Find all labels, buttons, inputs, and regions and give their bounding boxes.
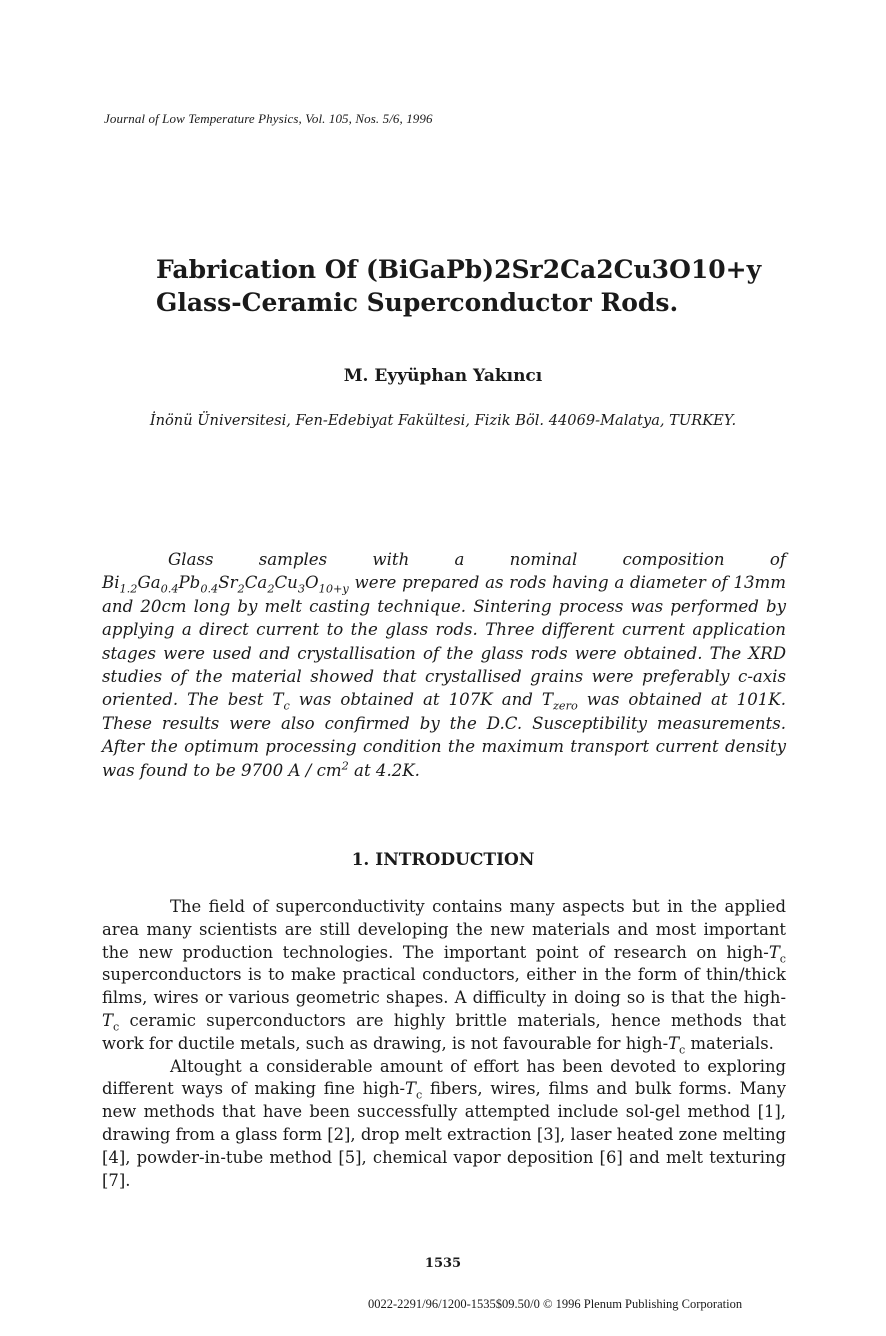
tc-subscript: c	[779, 951, 786, 965]
intro-p1-text-b: superconductors is to make practical conductors, either in the form of thin/thick films, wires or various geometric shapes. A difficulty in doing so is that the high-	[102, 965, 786, 1008]
intro-p1-text-d: materials.	[685, 1033, 774, 1053]
tc-symbol: T	[102, 1010, 113, 1030]
formula-o: O	[305, 573, 319, 593]
abstract-text-3: was obtained at 107K and	[289, 690, 542, 710]
formula-ca-sub: 2	[267, 582, 275, 596]
formula-sr: Sr	[218, 573, 238, 593]
author-name: M. Eyyüphan Yakıncı	[343, 366, 543, 386]
tc-symbol: T	[668, 1033, 680, 1053]
intro-p2-text-b: fibers, wires, films and bulk forms. Many new methods that have been successfully attempted include sol-gel method [1], drawing from a glass form [2], drop melt extraction [3], laser heated zone melting [4], powder-in-tube method [5], chemical vapor deposition [6] and melt texturing [7].	[102, 1079, 786, 1190]
tc-subscript: c	[112, 1020, 120, 1034]
formula-pb: Pb	[178, 573, 201, 593]
tzero-symbol: T	[541, 690, 553, 710]
unit-superscript: 2	[341, 759, 349, 773]
intro-p2-text-a: Altought a considerable amount of effort has been devoted to exploring different ways of making fine high-	[102, 1056, 786, 1099]
intro-paragraph-1	[102, 896, 786, 1056]
tc-subscript: c	[283, 699, 290, 713]
formula-ca: Ca	[244, 573, 268, 593]
abstract-text-2: were prepared as rods having a diameter of 13mm and 20cm long by melt casting technique. Sintering process was performed by applying a direct current to the glass rods. Three different current application stages were used and crystallisation of the glass rods were obtained. The XRD studies of the material showed that crystallised grains were preferably c-axis oriented. The best	[102, 573, 786, 710]
tzero-subscript: zero	[553, 699, 578, 713]
intro-p1-text-a: The field of superconductivity contains many aspects but in the applied area many scientists are still developing the new materials and most important the new production technologies. The important point of research on high-	[102, 897, 786, 962]
title-line-1: Fabrication Of (BiGaPb)2Sr2Ca2Cu3O10+y	[156, 255, 762, 284]
paper-title	[156, 253, 796, 319]
formula-bi-sub: 1.2	[119, 582, 138, 596]
formula-bi: Bi	[102, 573, 120, 593]
formula-cu: Cu	[274, 573, 298, 593]
journal-citation: Journal of Low Temperature Physics, Vol. 105, Nos. 5/6, 1996	[104, 111, 433, 126]
abstract-text-5: at 4.2K.	[348, 760, 420, 780]
tc-subscript: c	[415, 1088, 423, 1102]
page-number: 1535	[424, 1256, 462, 1271]
tc-symbol: T	[272, 690, 284, 710]
formula-pb-sub: 0.4	[200, 582, 219, 596]
formula-cu-sub: 3	[297, 582, 306, 596]
author-affiliation: İnönü Üniversitesi, Fen-Edebiyat Fakültesi, Fizik Böl. 44069-Malatya, TURKEY.	[149, 412, 737, 429]
tc-subscript: c	[679, 1043, 686, 1057]
abstract	[102, 548, 786, 782]
title-line-2: Glass-Ceramic Superconductor Rods.	[156, 288, 679, 317]
formula-sr-sub: 2	[237, 582, 245, 596]
formula-o-sub: 10+y	[318, 582, 349, 596]
section-heading: 1. INTRODUCTION	[351, 850, 535, 870]
abstract-text-1: Glass samples with a nominal composition of	[168, 550, 786, 569]
formula-ga: Ga	[137, 573, 161, 593]
copyright-line: 0022-2291/96/1200-1535$09.50/0 © 1996 Plenum Publishing Corporation	[368, 1297, 743, 1311]
intro-p1-text-c: ceramic superconductors are highly brittle materials, hence methods that work for ductile metals, such as drawing, is not favourable for high-	[102, 1010, 786, 1053]
intro-paragraph-2	[102, 1056, 786, 1193]
tc-symbol: T	[405, 1079, 416, 1099]
introduction-body	[102, 896, 786, 1192]
tc-symbol: T	[768, 942, 780, 962]
abstract-text-4: was obtained at 101K. These results were also confirmed by the D.C. Susceptibility measurements. After the optimum processing condition the maximum transport current density was found to be 9700 A / cm	[102, 690, 786, 780]
formula-ga-sub: 0.4	[160, 582, 179, 596]
